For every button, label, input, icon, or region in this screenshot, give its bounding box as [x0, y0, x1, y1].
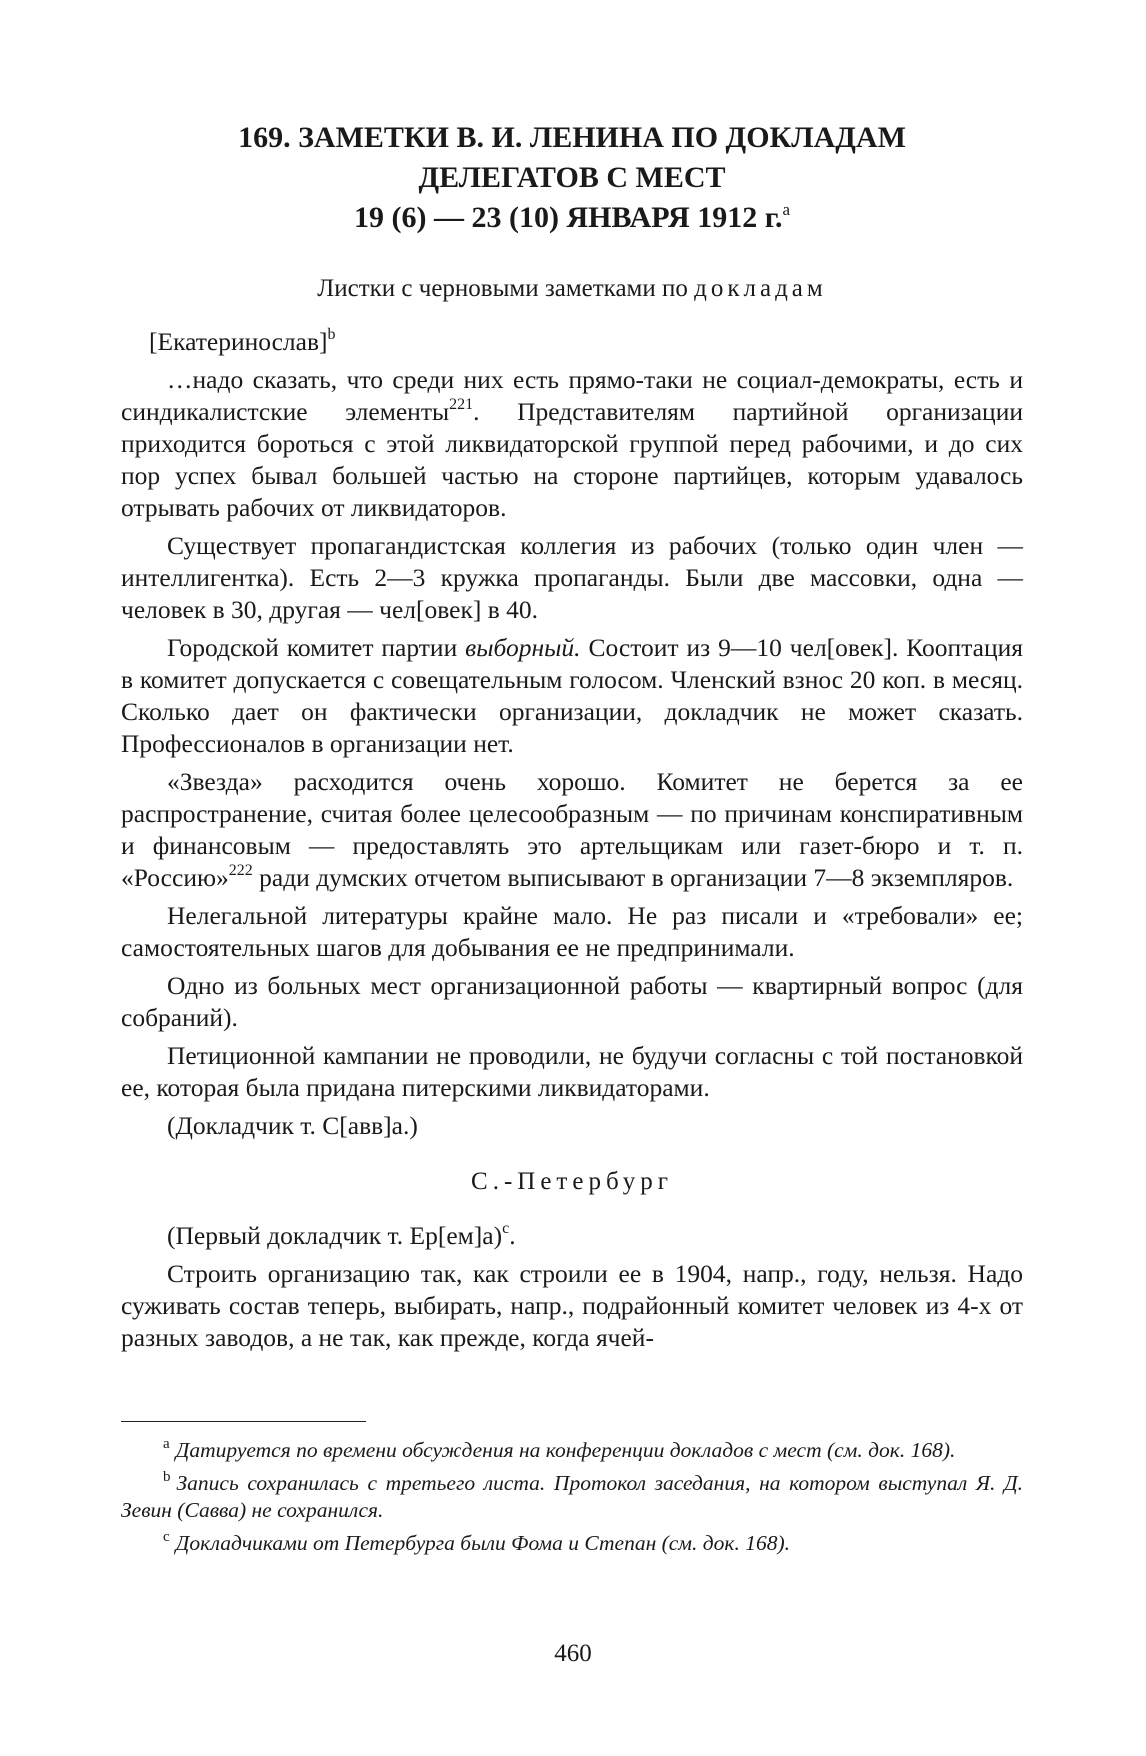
- title-line-3: [121, 198, 1023, 238]
- title-date: 19 (6) — 23 (10) ЯНВАРЯ 1912 г.: [353, 201, 783, 234]
- document-title: [121, 118, 1023, 238]
- footnote: [121, 1437, 1023, 1464]
- paragraph: [121, 364, 1023, 524]
- title-line-2: ДЕЛЕГАТОВ С МЕСТ: [418, 161, 726, 194]
- emphasis-text: выборный.: [465, 633, 581, 662]
- title-footnote-mark[interactable]: а: [782, 200, 791, 219]
- footnote-text: Докладчиками от Петербурга были Фома и Степан (см. док. 168).: [175, 1531, 790, 1555]
- endnote-ref[interactable]: 221: [449, 396, 474, 413]
- paragraph: [121, 766, 1023, 894]
- section-heading-text: [Екатеринослав]: [149, 327, 328, 356]
- page-content: [121, 118, 1023, 1360]
- page-number: 460: [554, 1640, 592, 1667]
- paragraph-text: «Звезда» расходится очень хорошо. Комитет не берется за ее распространение, считая более целесообразным — по причинам конспиративным и финансовым — предоставлять это артельщикам или газет-бюро и т. п. «Россию»: [121, 767, 1023, 892]
- footnote-mark[interactable]: с: [502, 1220, 510, 1237]
- footnote-text: Запись сохранилась с третьего листа. Протокол заседания, на котором выступал Я. Д. Зевин (Савва) не сохранился.: [121, 1471, 1023, 1522]
- paragraph-text: Городской комитет партии: [167, 633, 466, 662]
- paragraph: Нелегальной литературы крайне мало. Не раз писали и «требовали» ее; самостоятельных шагов для добывания ее не предпринимали.: [121, 901, 1023, 962]
- footnote: [121, 1470, 1023, 1524]
- footnote: [121, 1530, 1023, 1557]
- subtitle-text: Листки с черновыми заметками по: [317, 275, 695, 302]
- footnotes: [121, 1437, 1023, 1563]
- section-heading-ekaterinoslav: [121, 326, 1023, 358]
- footnote-text: Датируется по времени обсуждения на конференции докладов с мест (см. док. 168).: [175, 1438, 956, 1462]
- paragraph-text: ради думских отчетом выписывают в организации 7—8 экземпляров.: [252, 863, 1014, 892]
- subtitle: [121, 272, 1023, 306]
- reporter-note: [121, 1220, 1023, 1252]
- footnote-mark: а: [163, 1436, 170, 1452]
- title-line-1: 169. ЗАМЕТКИ В. И. ЛЕНИНА ПО ДОКЛАДАМ: [238, 121, 906, 154]
- paragraph: Строить организацию так, как строили ее в 1904, напр., году, нельзя. Надо суживать состав теперь, выбирать, напр., подрайонный комитет человек из 4-х от разных заводов, а не так, как прежде, когда ячей-: [121, 1259, 1023, 1352]
- footnote-mark: с: [163, 1529, 170, 1545]
- paragraph: Существует пропагандистская коллегия из рабочих (только один член — интеллигентка). Есть 2—3 кружка пропаганды. Были две массовки, одна — человек в 30, другая — чел[овек] в 40.: [121, 531, 1023, 624]
- paragraph-text: . Представителям партийной организации приходится бороться с этой ликвидаторской группой перед рабочими, и до сих пор успех бывал большей частью на стороне партийцев, которым удавалось отрывать рабочих от ликвидаторов.: [121, 397, 1023, 522]
- paragraph-text: Состоит из 9—10 чел[овек]. Кооптация в комитет допускается с совещательным голосом. Членский взнос 20 коп. в месяц. Сколько дает он фактически организации, докладчик не может сказать. Профессионалов в организации нет.: [121, 633, 1023, 758]
- subtitle-spaced-word: докладам: [694, 275, 827, 302]
- paragraph-text: .: [509, 1221, 516, 1250]
- section-heading-petersburg: С.-Петербург: [471, 1168, 673, 1195]
- heading-footnote-mark[interactable]: b: [327, 326, 336, 343]
- endnote-ref[interactable]: 222: [228, 862, 253, 879]
- paragraph-text: (Первый докладчик т. Ер[ем]а): [167, 1221, 503, 1250]
- footnote-mark: b: [163, 1469, 171, 1485]
- paragraph-text: …надо сказать, что среди них есть прямо-таки не социал-демократы, есть и синдикалистские элементы: [121, 365, 1023, 426]
- reporter-note: (Докладчик т. С[авв]а.): [167, 1111, 418, 1140]
- document-body: [121, 326, 1023, 1354]
- paragraph: [121, 632, 1023, 760]
- footnote-divider: [121, 1421, 366, 1422]
- paragraph: Петиционной кампании не проводили, не будучи согласны с той постановкой ее, которая была придана питерскими ликвидаторами.: [121, 1041, 1023, 1102]
- paragraph: Одно из больных мест организационной работы — квартирный вопрос (для собраний).: [121, 971, 1023, 1032]
